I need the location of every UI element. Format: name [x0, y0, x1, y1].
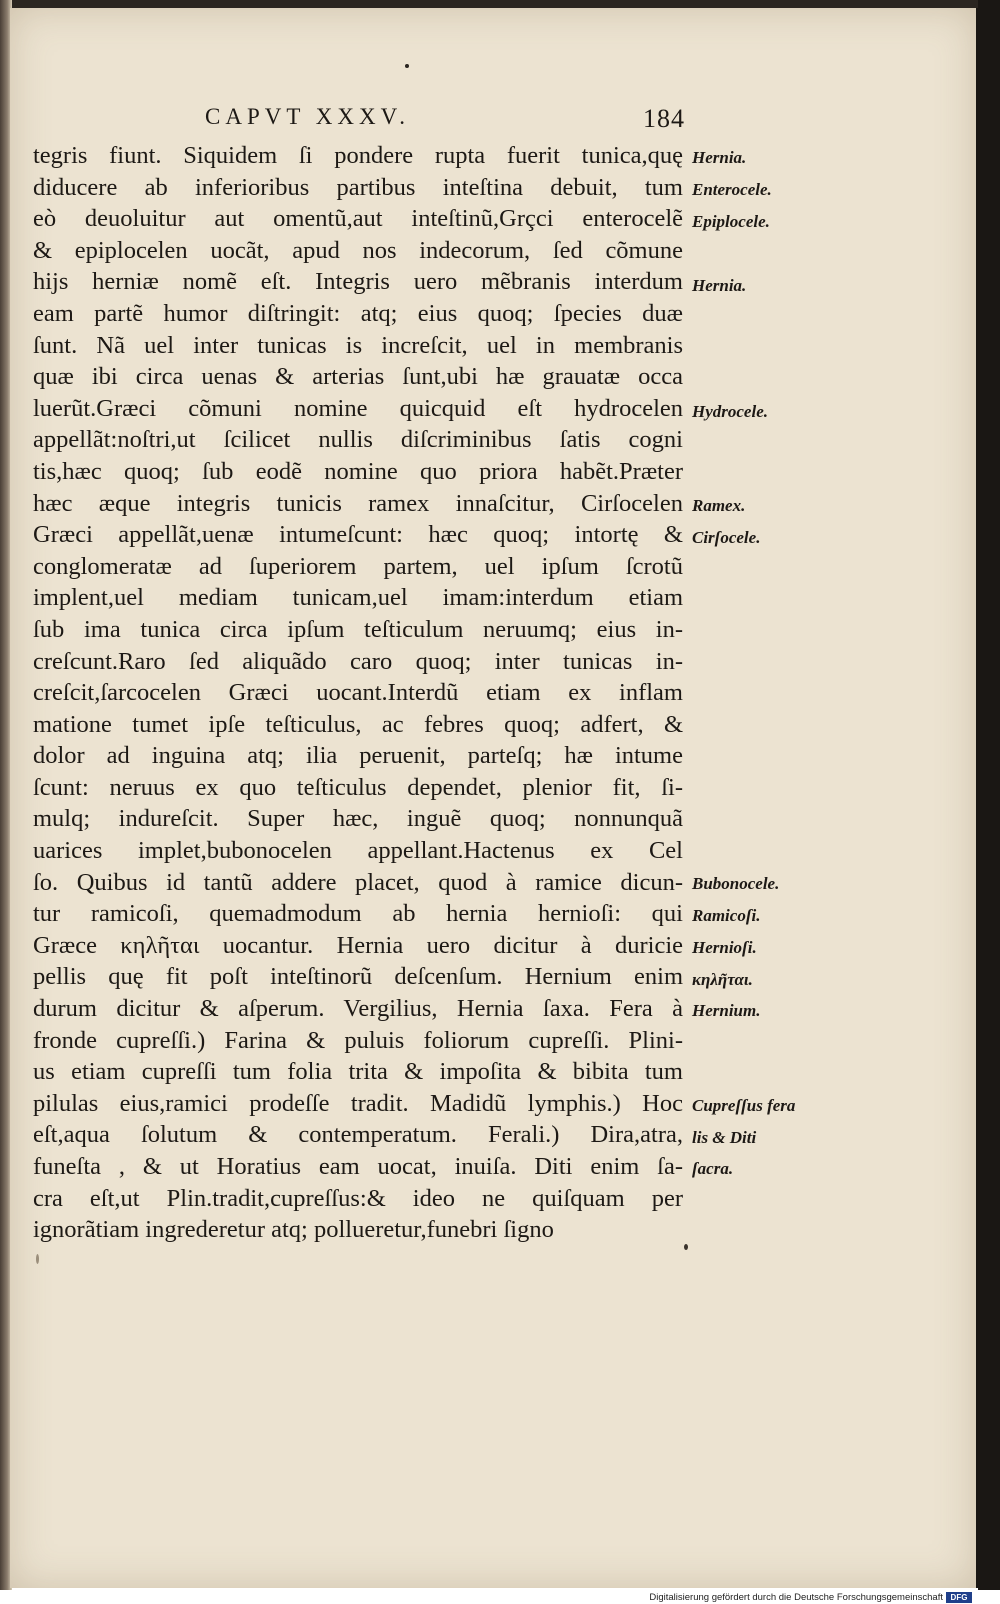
text-line: ſcunt: neruus ex quo teſticulus dependet, plenior fit, ſi- [33, 773, 683, 801]
text-line: hijs herniæ nomẽ eſt. Integris uero mẽbranis interdum [33, 268, 683, 296]
text-line: ſo. Quibus id tantũ addere placet, quod à ramice dicun- [33, 868, 683, 896]
text-line: mulq; indureſcit. Super hæc, inguẽ quoq; nonnunquã [33, 805, 683, 833]
margin-note: lis & Diti [692, 1128, 757, 1147]
text-line: funeſta , & ut Horatius eam uocat, inuiſa. Diti enim ſa- [33, 1153, 683, 1180]
text-line: uarices implet,bubonocelen appellant.Hactenus ex Cel [33, 837, 683, 865]
body-text [33, 140, 683, 1246]
digitization-credit: Digitalisierung gefördert durch die Deutsche Forschungsgemeinschaft [649, 1592, 943, 1603]
text-line: Græci appellãt,uenæ intumeſcunt: hæc quoq; intortę & [33, 521, 683, 549]
margin-note: κηλῆται. [692, 970, 753, 989]
margin-note: Epiplocele. [692, 212, 770, 231]
text-line: appellãt:noſtri,ut ſcilicet nullis diſcriminibus ſatis cogni [33, 426, 683, 454]
text-line: fronde cupreſſi.) Farina & puluis foliorum cupreſſi. Plini- [33, 1026, 683, 1054]
page-number: 184 [643, 104, 685, 133]
text-line: creſcit,ſarcocelen Græci uocant.Interdũ etiam ex inflam [33, 679, 683, 707]
text-line: eſt,aqua ſolutum & contemperatum. Ferali.) Dira,atra, [33, 1121, 683, 1149]
text-line: luerũt.Græci cõmuni nomine quicquid eſt hydrocelen [33, 394, 683, 422]
text-line: implent,uel mediam tunicam,uel imam:interdum etiam [33, 584, 683, 612]
text-line: ignorãtiam ingrederetur atq; pollueretur,funebri ſigno [33, 1216, 554, 1244]
margin-note: Cupreſſus fera [692, 1096, 796, 1115]
text-line: conglomeratæ ad ſuperiorem partem, uel ipſum ſcrotũ [33, 552, 683, 580]
text-line: tur ramicoſi, quemadmodum ab hernia hernioſi: qui [33, 900, 683, 928]
margin-note: Cirſocele. [692, 528, 761, 547]
ink-speck [684, 1244, 688, 1250]
text-line: pellis quę fit poſt inteſtinorũ deſcenſum. Hernium enim [33, 963, 683, 991]
margin-note: Hernia. [692, 148, 747, 167]
text-line: Græce κηλῆται uocantur. Hernia uero dicitur à duricie [33, 931, 683, 959]
scan-right-edge [978, 0, 1000, 1590]
margin-note: Ramex. [692, 496, 746, 515]
margin-note: ſacra. [692, 1159, 734, 1178]
margin-note: Ramicoſi. [692, 906, 761, 925]
dfg-logo: DFG [946, 1592, 972, 1603]
margin-note: Hernium. [692, 1001, 761, 1020]
text-line: us etiam cupreſſi tum folia trita & impoſita & bibita tum [33, 1058, 683, 1086]
text-line: pilulas eius,ramici prodeſſe tradit. Madidũ lymphis.) Hoc [33, 1089, 683, 1117]
text-line: cra eſt,ut Plin.tradit,cupreſſus:& ideo ne quiſquam per [33, 1184, 683, 1212]
text-line: ſub ima tunica circa ipſum teſticulum neruumq; eius in- [33, 615, 683, 643]
text-line: tis,hæc quoq; ſub eodẽ nomine quo priora habẽt.Præter [33, 457, 683, 485]
text-line: eam partẽ humor diſtringit: atq; eius quoq; ſpecies duæ [33, 299, 683, 327]
text-line: & epiplocelen uocãt, apud nos indecorum, ſed cõmune [33, 236, 683, 264]
margin-note: Hernia. [692, 276, 747, 295]
text-line: matione tumet ipſe teſticulus, ac febres quoq; adfert, & [33, 710, 683, 738]
margin-note: Hernioſi. [692, 938, 757, 957]
text-line: creſcunt.Raro ſed aliquãdo caro quoq; inter tunicas in- [33, 647, 683, 675]
margin-note: Hydrocele. [692, 402, 768, 421]
text-line: ſunt. Nã uel inter tunicas is increſcit, uel in membranis [33, 331, 683, 359]
margin-note: Bubonocele. [692, 874, 780, 893]
ink-speck [405, 64, 409, 68]
text-line: quæ ibi circa uenas & arterias ſunt,ubi hæ grauatæ occa [33, 363, 683, 391]
text-line: tegris fiunt. Siquidem ſi pondere rupta fuerit tunica,quę [33, 142, 683, 169]
text-line: durum dicitur & aſperum. Vergilius, Hernia ſaxa. Fera à [33, 995, 683, 1023]
margin-note: Enterocele. [692, 180, 772, 199]
ink-speck [36, 1254, 39, 1264]
text-line: eò deuoluitur aut omentũ,aut inteſtinũ,Grçci enterocelẽ [33, 205, 683, 233]
page-header [205, 104, 685, 134]
text-line: hæc æque integris tunicis ramex innaſcitur, Cirſocelen [33, 489, 683, 517]
running-title: CAPVT XXXV. [205, 104, 410, 129]
text-line: dolor ad inguina atq; ilia peruenit, parteſq; hæ intume [33, 742, 683, 770]
text-line: diducere ab inferioribus partibus inteſtina debuit, tum [33, 173, 683, 201]
